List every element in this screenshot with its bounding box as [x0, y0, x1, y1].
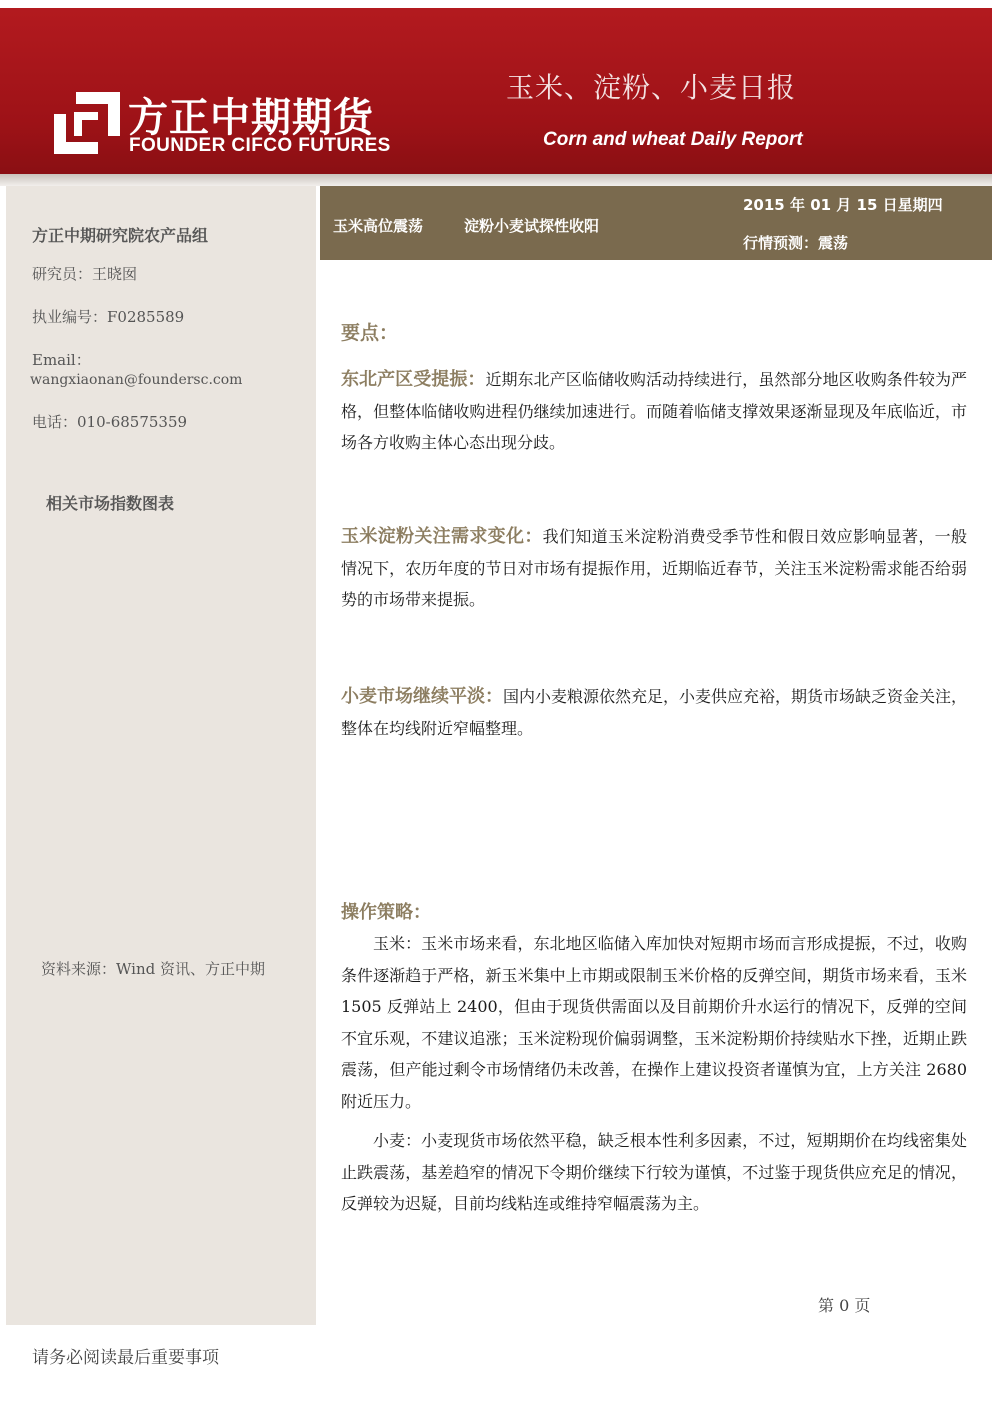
point-1-text: 近期东北产区临储收购活动持续进行，虽然部分地区收购条件较为严格，但整体临储收购进程仍继续加速进行。而随着临储支撑效果逐渐显现及年底临近，市场各方收购主体心态出现分歧。: [341, 370, 967, 452]
phone-number: 电话：010-68575359: [32, 413, 188, 431]
info-bar: [320, 186, 992, 260]
headline-corn: 玉米高位震荡: [333, 217, 424, 235]
logo-english-name: FOUNDER CIFCO FUTURES: [129, 135, 391, 156]
point-2-lead: 玉米淀粉关注需求变化：: [341, 526, 543, 547]
license-number: 执业编号：F0285589: [32, 308, 185, 326]
strategy-corn: [341, 928, 967, 1117]
strategy-title: 操作策略：: [341, 902, 431, 923]
strategy-heading: [341, 898, 967, 924]
strategy-wheat-text: 小麦：小麦现货市场依然平稳，缺乏根本性利多因素，不过，短期期价在均线密集处止跌震荡，基差趋窄的情况下令期价继续下行较为谨慎，不过鉴于现货供应充足的情况，反弹较为迟疑，目前均线粘连或维持窄幅震荡为主。: [341, 1131, 967, 1213]
header-divider: [0, 174, 992, 186]
sidebar: [6, 186, 316, 1325]
market-forecast: 行情预测：震荡: [743, 234, 849, 252]
page-number: 第 0 页: [818, 1296, 871, 1315]
key-points-heading: [341, 318, 967, 345]
key-point-1: [341, 364, 967, 459]
email-label: Email：: [32, 351, 91, 369]
report-date: 2015 年 01 月 15 日星期四: [743, 196, 943, 214]
founder-logo-icon: [54, 92, 120, 154]
point-2-text: 我们知道玉米淀粉消费受季节性和假日效应影响显著，一般情况下，农历年度的节日对市场有提振作用，近期临近春节，关注玉米淀粉需求能否给弱势的市场带来提振。: [341, 527, 967, 609]
researcher-name: 研究员：王晓囡: [32, 265, 138, 283]
report-subtitle: Corn and wheat Daily Report: [543, 129, 803, 150]
data-source: 资料来源：Wind 资讯、方正中期: [41, 960, 265, 978]
point-1-lead: 东北产区受提振：: [341, 369, 486, 390]
report-header: [0, 8, 992, 174]
point-3-lead: 小麦市场继续平淡：: [341, 686, 503, 707]
headline-starch-wheat: 淀粉小麦试探性收阳: [464, 217, 600, 235]
logo-chinese-name: 方正中期期货: [128, 95, 374, 141]
strategy-corn-text: 玉米：玉米市场来看，东北地区临储入库加快对短期市场而言形成提振，不过，收购条件逐渐趋于严格，新玉米集中上市期或限制玉米价格的反弹空间，期货市场来看，玉米 1505 反弹站上 2400，但由于现货供需面以及目前期价升水运行的情况下，反弹的空间不宜乐观，不建议追涨；玉米淀粉现价偏弱调整，玉米淀粉期价持续贴水下挫，近期止跌震荡，但产能过剩令市场情绪仍未改善，在操作上建议投资者谨慎为宜，上方关注 2680 附近压力。: [341, 934, 967, 1111]
point-3-text: 国内小麦粮源依然充足，小麦供应充裕，期货市场缺乏资金关注，整体在均线附近窄幅整理。: [341, 687, 968, 738]
report-title: 玉米、淀粉、小麦日报: [506, 71, 797, 104]
key-points-title: 要点：: [341, 322, 399, 344]
research-group: 方正中期研究院农产品组: [32, 226, 209, 245]
key-point-2: [341, 521, 967, 616]
key-point-3: [341, 681, 967, 744]
email-link[interactable]: wangxiaonan@foundersc.com: [30, 372, 243, 388]
important-notice: 请务必阅读最后重要事项: [32, 1348, 219, 1368]
chart-heading: 相关市场指数图表: [46, 494, 175, 513]
strategy-wheat: [341, 1125, 967, 1220]
